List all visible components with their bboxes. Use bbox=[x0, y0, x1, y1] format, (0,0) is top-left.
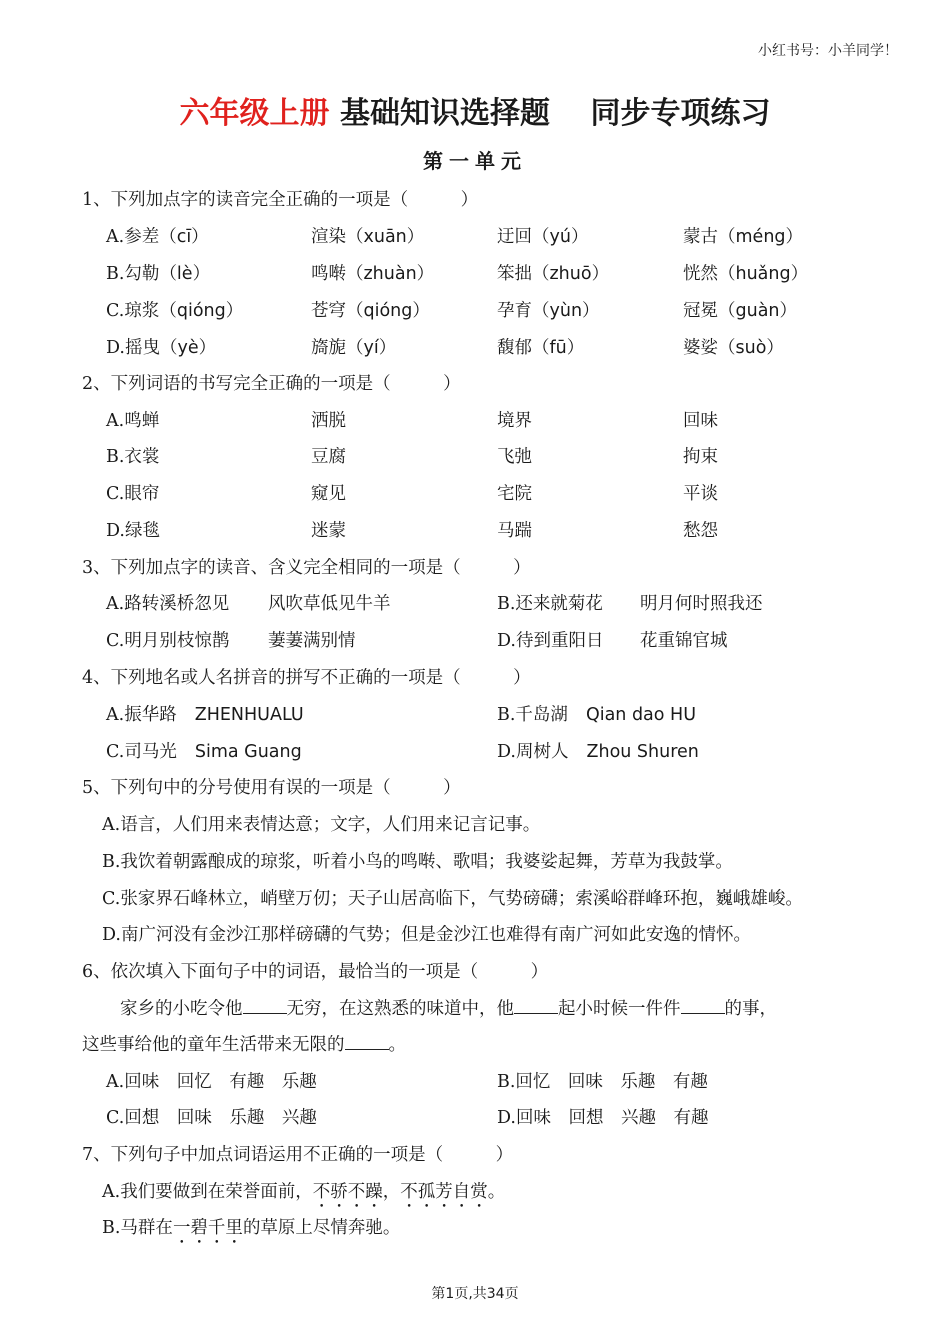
dotted-phrase: 一碧千里 bbox=[172, 1218, 243, 1238]
q2-a-2: 洒脱 bbox=[311, 411, 346, 431]
q3-a-2: 风吹草低见牛羊 bbox=[268, 594, 391, 614]
q2-a-3: 境界 bbox=[497, 411, 532, 431]
q1-c-2: 苍穹（qióng） bbox=[311, 301, 430, 321]
q4-a: A.振华路 ZHENHUALU bbox=[106, 705, 304, 725]
watermark: 小红书号：小羊同学！ bbox=[758, 43, 898, 59]
q3-a-1: A.路转溪桥忽见 bbox=[106, 594, 230, 614]
q1-d-3: 馥郁（fū） bbox=[497, 338, 585, 358]
question-5-stem: 5、下列句中的分号使用有误的一项是（ ） bbox=[82, 778, 461, 798]
q6-passage-line2: 这些事给他的童年生活带来无限的 。 bbox=[82, 1035, 406, 1055]
page-title bbox=[0, 88, 950, 132]
question-2-stem: 2、下列词语的书写完全正确的一项是（ ） bbox=[82, 374, 461, 394]
q1-a-3: 迂回（yú） bbox=[497, 227, 589, 247]
question-4-stem: 4、下列地名或人名拼音的拼写不正确的一项是（ ） bbox=[82, 668, 531, 688]
q1-c-1: C.琼浆（qióng） bbox=[106, 301, 244, 321]
unit-heading: 第一单元 bbox=[423, 149, 527, 173]
q5-c: C.张家界石峰林立，峭壁万仞；天子山居高临下，气势磅礴；索溪峪群峰环抱，巍峨雄峻。 bbox=[102, 889, 803, 909]
q1-c-4: 冠冕（guàn） bbox=[683, 301, 798, 321]
question-7-stem: 7、下列句子中加点词语运用不正确的一项是（ ） bbox=[82, 1145, 514, 1165]
blank-3 bbox=[681, 999, 725, 1014]
blank-1 bbox=[243, 999, 287, 1014]
q5-d: D.南广河没有金沙江那样磅礴的气势；但是金沙江也难得有南广河如此安逸的情怀。 bbox=[102, 925, 751, 945]
q2-a-1: A.鸣蝉 bbox=[106, 411, 160, 431]
q3-b-1: B.还来就菊花 bbox=[497, 594, 603, 614]
blank-4 bbox=[345, 1035, 389, 1050]
q4-c: C.司马光 Sima Guang bbox=[106, 742, 302, 762]
q3-d-1: D.待到重阳日 bbox=[497, 631, 604, 651]
q1-a-4: 蒙古（méng） bbox=[683, 227, 804, 247]
q1-b-1: B.勾勒（lè） bbox=[106, 264, 211, 284]
q2-d-3: 马踹 bbox=[497, 521, 532, 541]
q2-b-2: 豆腐 bbox=[311, 447, 346, 467]
q6-d: D.回味 回想 兴趣 有趣 bbox=[497, 1108, 709, 1128]
q2-d-1: D.绿毯 bbox=[106, 521, 160, 541]
q2-c-2: 窥见 bbox=[311, 484, 346, 504]
q4-b: B.千岛湖 Qian dao HU bbox=[497, 705, 697, 725]
q1-d-4: 婆娑（suò） bbox=[683, 338, 784, 358]
title-part2: 同步专项练习 bbox=[590, 96, 771, 131]
q4-d: D.周树人 Zhou Shuren bbox=[497, 742, 699, 762]
blank-2 bbox=[514, 999, 558, 1014]
page-number: 第1页,共34页 bbox=[431, 1286, 519, 1302]
q2-b-1: B.衣裳 bbox=[106, 447, 160, 467]
q6-a: A.回味 回忆 有趣 乐趣 bbox=[106, 1072, 317, 1092]
q1-a-2: 渲染（xuān） bbox=[311, 227, 425, 247]
q3-c-2: 萋萋满别情 bbox=[268, 631, 356, 651]
title-part1: 基础知识选择题 bbox=[340, 96, 550, 131]
q7-b: B.马群在一碧千里的草原上尽情奔驰。 bbox=[102, 1218, 401, 1238]
q6-passage-line1: 家乡的小吃令他 无穷，在这熟悉的味道中，他 起小时候一件件 的事， bbox=[120, 999, 777, 1019]
q6-c: C.回想 回味 乐趣 兴趣 bbox=[106, 1108, 317, 1128]
q5-a: A.语言，人们用来表情达意；文字，人们用来记言记事。 bbox=[102, 815, 541, 835]
dotted-phrase: 不骄不躁 bbox=[312, 1182, 383, 1202]
q1-b-3: 笨拙（zhuō） bbox=[497, 264, 610, 284]
question-3-stem: 3、下列加点字的读音、含义完全相同的一项是（ ） bbox=[82, 558, 531, 578]
q1-a-1: A.参差（cī） bbox=[106, 227, 209, 247]
q3-c-1: C.明月别枝惊鹊 bbox=[106, 631, 230, 651]
dotted-phrase: 不孤芳自赏 bbox=[400, 1182, 488, 1202]
q2-a-4: 回味 bbox=[683, 411, 718, 431]
q1-c-3: 孕育（yùn） bbox=[497, 301, 600, 321]
q3-b-2: 明月何时照我还 bbox=[640, 594, 763, 614]
q2-b-3: 飞弛 bbox=[497, 447, 532, 467]
q1-b-2: 鸣啭（zhuàn） bbox=[311, 264, 435, 284]
q2-d-2: 迷蒙 bbox=[311, 521, 346, 541]
q2-d-4: 愁怨 bbox=[683, 521, 718, 541]
title-grade: 六年级上册 bbox=[179, 96, 330, 131]
q2-c-3: 宅院 bbox=[497, 484, 532, 504]
q1-d-2: 旖旎（yí） bbox=[311, 338, 397, 358]
question-1-stem: 1、下列加点字的读音完全正确的一项是（ ） bbox=[82, 190, 479, 210]
q5-b: B.我饮着朝露酿成的琼浆，听着小鸟的鸣啭、歌唱；我婆娑起舞，芳草为我鼓掌。 bbox=[102, 852, 733, 872]
q7-a: A.我们要做到在荣誉面前，不骄不躁，不孤芳自赏。 bbox=[102, 1182, 506, 1202]
q2-c-1: C.眼帘 bbox=[106, 484, 160, 504]
q2-c-4: 平谈 bbox=[683, 484, 718, 504]
question-6-stem: 6、依次填入下面句子中的词语，最恰当的一项是（ ） bbox=[82, 962, 549, 982]
q6-b: B.回忆 回味 乐趣 有趣 bbox=[497, 1072, 708, 1092]
q3-d-2: 花重锦官城 bbox=[640, 631, 728, 651]
q2-b-4: 拘束 bbox=[683, 447, 718, 467]
q1-b-4: 恍然（huǎng） bbox=[683, 264, 809, 284]
q1-d-1: D.摇曳（yè） bbox=[106, 338, 217, 358]
